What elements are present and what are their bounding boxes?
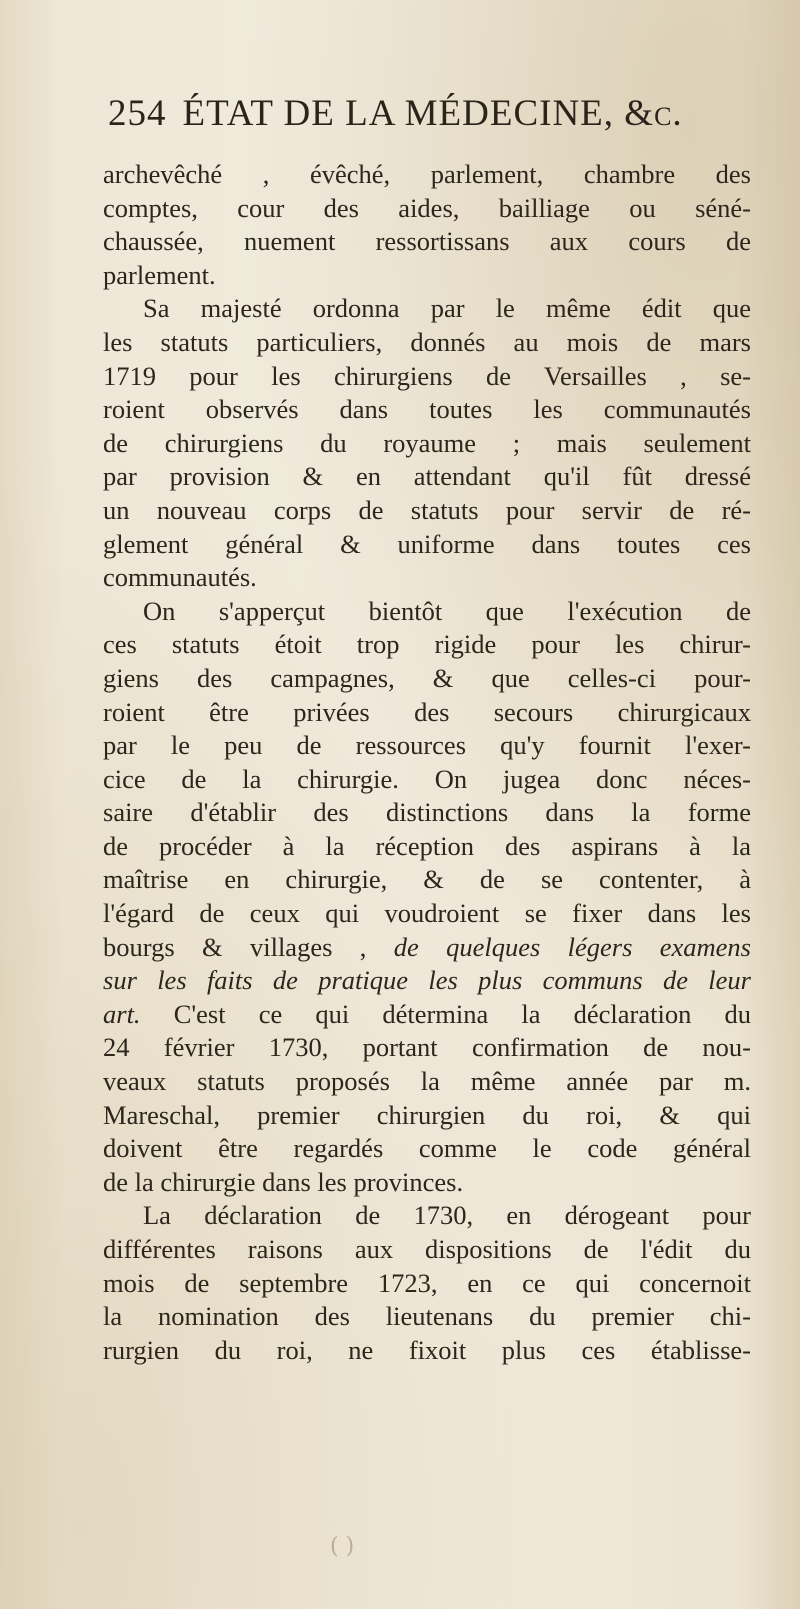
text-segment: Mareschal, premier chirurgien du roi, & qui	[103, 1099, 751, 1130]
text-line	[103, 494, 751, 528]
text-segment: par provision & en attendant qu'il fût dressé	[103, 461, 751, 492]
text-line	[103, 259, 751, 293]
text-line	[103, 1300, 751, 1334]
text-segment: cice de la chirurgie. On jugea donc néces-	[103, 763, 751, 794]
text-segment: C'est ce qui détermina la déclaration du	[140, 998, 751, 1029]
text-segment: 1719 pour les chirurgiens de Versailles , se-	[103, 360, 751, 391]
text-line	[103, 1233, 751, 1267]
text-segment: communautés.	[103, 562, 257, 593]
text-line	[103, 1267, 751, 1301]
text-line	[103, 662, 751, 696]
text-segment: saire d'établir des distinctions dans la forme	[103, 797, 751, 828]
text-line	[103, 931, 751, 965]
text-segment: 24 février 1730, portant confirmation de nou-	[103, 1032, 751, 1063]
text-line	[103, 1166, 751, 1200]
text-segment: rurgien du roi, ne fixoit plus ces établisse-	[103, 1334, 751, 1365]
running-header	[108, 92, 748, 148]
text-segment: Sa majesté ordonna par le même édit que	[143, 293, 751, 324]
text-segment: ces statuts étoit trop rigide pour les chirur-	[103, 629, 751, 660]
text-line	[103, 1334, 751, 1368]
text-line	[103, 863, 751, 897]
text-line	[103, 1099, 751, 1133]
paper-mark: ( )	[330, 1534, 355, 1559]
text-line	[103, 1199, 751, 1233]
text-line	[103, 964, 751, 998]
text-line	[103, 763, 751, 797]
text-segment: parlement.	[103, 259, 216, 290]
text-segment: comptes, cour des aides, bailliage ou séné-	[103, 192, 751, 223]
running-title: ÉTAT DE LA MÉDECINE, &c.	[182, 93, 683, 134]
text-segment: par le peu de ressources qu'y fournit l'exer-	[103, 730, 751, 761]
text-line	[103, 192, 751, 226]
text-line	[103, 830, 751, 864]
text-line	[103, 225, 751, 259]
page-number: 254	[108, 93, 167, 134]
text-line	[103, 1132, 751, 1166]
italic-segment: sur les faits de pratique les plus communs de leur	[103, 965, 751, 996]
text-segment: veaux statuts proposés la même année par m.	[103, 1066, 751, 1097]
text-segment: maîtrise en chirurgie, & de se contenter, à	[103, 864, 751, 895]
text-line	[103, 528, 751, 562]
text-segment: La déclaration de 1730, en dérogeant pour	[143, 1200, 751, 1231]
text-segment: giens des campagnes, & que celles-ci pour-	[103, 662, 751, 693]
body-text	[103, 158, 751, 1367]
text-line	[103, 158, 751, 192]
text-segment: On s'apperçut bientôt que l'exécution de	[143, 595, 751, 626]
text-line	[103, 595, 751, 629]
text-line	[103, 796, 751, 830]
text-segment: glement général & uniforme dans toutes ces	[103, 528, 751, 559]
text-line	[103, 427, 751, 461]
text-segment: mois de septembre 1723, en ce qui concernoit	[103, 1267, 751, 1298]
text-line	[103, 628, 751, 662]
text-line	[103, 460, 751, 494]
italic-segment: de quelques légers examens	[393, 931, 751, 962]
text-line	[103, 292, 751, 326]
text-segment: les statuts particuliers, donnés au mois de mars	[103, 326, 751, 357]
text-segment: l'égard de ceux qui voudroient se fixer dans les	[103, 898, 751, 929]
text-line	[103, 393, 751, 427]
text-segment: chaussée, nuement ressortissans aux cours de	[103, 226, 751, 257]
text-segment: roient être privées des secours chirurgicaux	[103, 696, 751, 727]
italic-segment: art.	[103, 998, 141, 1029]
text-segment: doivent être regardés comme le code général	[103, 1133, 751, 1164]
text-segment: différentes raisons aux dispositions de l'édit du	[103, 1234, 751, 1264]
text-line	[103, 998, 751, 1032]
text-line	[103, 729, 751, 763]
text-line	[103, 561, 751, 595]
text-segment: la nomination des lieutenans du premier chi-	[103, 1301, 751, 1332]
text-line	[103, 1065, 751, 1099]
text-segment: archevêché , évêché, parlement, chambre des	[103, 159, 751, 189]
text-segment: de la chirurgie dans les provinces.	[103, 1166, 464, 1197]
text-line	[103, 326, 751, 360]
text-segment: un nouveau corps de statuts pour servir de ré-	[103, 494, 751, 525]
text-line	[103, 696, 751, 730]
text-line	[103, 360, 751, 394]
text-segment: de procéder à la réception des aspirans à la	[103, 830, 751, 861]
text-segment: roient observés dans toutes les communautés	[103, 394, 751, 425]
text-segment: bourgs & villages ,	[103, 931, 394, 962]
text-segment: de chirurgiens du royaume ; mais seulement	[103, 427, 751, 458]
text-line	[103, 897, 751, 931]
text-line	[103, 1031, 751, 1065]
